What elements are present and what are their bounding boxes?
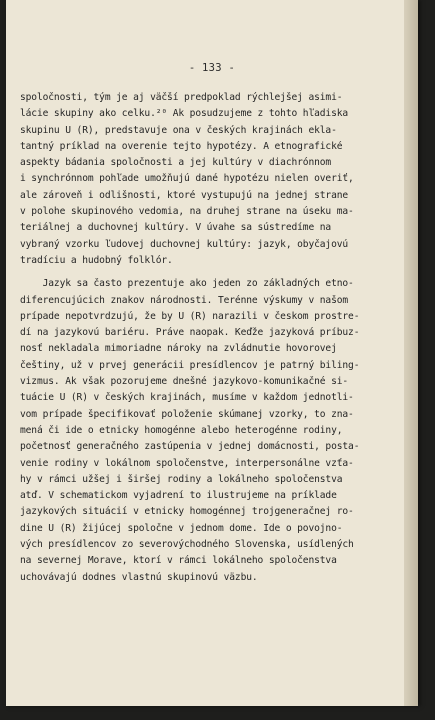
text-line: na severnej Morave, ktorí v rámci lokálneho spoločenstva <box>20 555 337 567</box>
text-line: vých presídlencov zo severovýchodného Slovenska, usídlených <box>20 539 354 551</box>
text-line: teriálnej a duchovnej kultúry. V úvahe sa sústredíme na <box>20 222 332 234</box>
page-number: - 133 - <box>188 62 236 74</box>
text-line: prípade nepotvrdzujú, že by U (R) narazili v českom prostre- <box>20 310 360 322</box>
text-line: v polohe skupinového vedomia, na druhej strane na úseku ma- <box>20 206 354 218</box>
page-spine-shadow <box>404 0 418 706</box>
text-line: dí na jazykovú bariéru. Práve naopak. Keďže jazyková príbuz- <box>20 327 360 339</box>
text-line: i synchrónnom pohľade umožňujú dané hypotézu nielen overiť, <box>20 173 354 185</box>
text-line: Jazyk sa často prezentuje ako jeden zo základných etno- <box>20 278 354 290</box>
text-line: vybraný vzorku ľudovej duchovnej kultúry: jazyk, obyčajovú <box>20 238 349 250</box>
text-line: diferencujúcich znakov národnosti. Terénne výskumy v našom <box>20 294 349 306</box>
text-line: nosť nekladala mimoriadne nároky na zvládnutie hovorovej <box>20 343 337 355</box>
paragraph <box>20 90 404 269</box>
text-line: ale zároveň i odlišnosti, ktoré vystupujú na jednej strane <box>20 189 349 201</box>
body-text <box>20 90 404 593</box>
text-line: skupinu U (R), predstavuje ona v českých krajinách ekla- <box>20 124 337 136</box>
text-line: aspekty bádania spoločnosti a jej kultúry v diachrónnom <box>20 157 332 169</box>
text-line: uchovávajú dodnes vlastnú skupinovú väzbu. <box>20 571 258 583</box>
book-page <box>6 0 418 706</box>
text-line: lácie skupiny ako celku.²⁰ Ak posudzujeme z tohto hľadiska <box>20 108 349 120</box>
text-line: spoločnosti, tým je aj väčší predpoklad rýchlejšej asimi- <box>20 92 343 103</box>
text-line: početnosť generačného zastúpenia v jednej domácnosti, posta- <box>20 441 360 453</box>
text-line: tradíciu a hudobný folklór. <box>20 254 173 266</box>
text-line: dine U (R) žijúcej spoločne v jednom dome. Ide o povojno- <box>20 522 343 534</box>
text-line: vizmus. Ak však pozorujeme dnešné jazykovo-komunikačné si- <box>20 376 349 388</box>
text-line: tuácie U (R) v českých krajinách, musíme v každom jednotli- <box>20 392 354 404</box>
text-line: jazykových situácií v etnicky homogénnej trojgeneračnej ro- <box>20 506 354 518</box>
text-line: atď. V schematickom vyjadrení to ilustrujeme na príklade <box>20 490 337 502</box>
text-line: venie rodiny v lokálnom spoločenstve, interpersonálne vzťa- <box>20 457 354 469</box>
text-line: tantný príklad na overenie tejto hypotézy. A etnografické <box>20 140 343 152</box>
text-line: češtiny, už v prvej generácii presídlencov je patrný biling- <box>20 359 360 371</box>
paragraph <box>20 276 404 586</box>
text-line: hy v rámci užšej i širšej rodiny a lokálneho spoločenstva <box>20 473 343 485</box>
text-line: vom prípade špecifikovať položenie skúmanej vzorky, to zna- <box>20 408 354 420</box>
text-line: mená či ide o etnicky homogénne alebo heterogénne rodiny, <box>20 424 343 436</box>
